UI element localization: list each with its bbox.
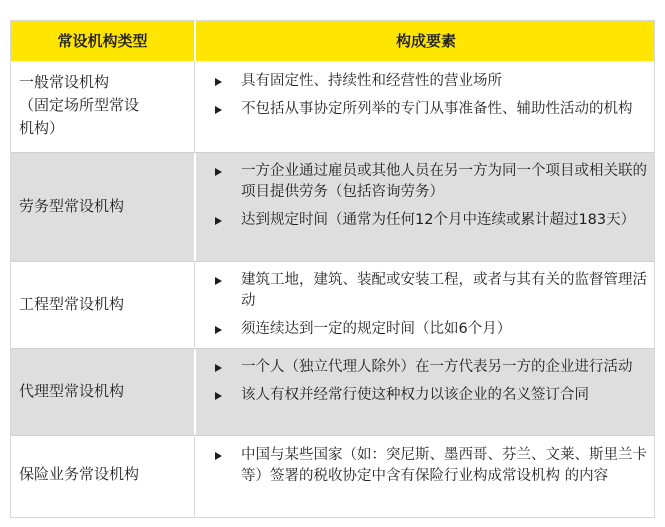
table-row (11, 261, 654, 348)
row-divider (11, 435, 654, 436)
triangle-bullet-icon (215, 452, 222, 460)
row-divider (11, 261, 654, 262)
list-item: 不包括从事协定所列举的专门从事准备性、辅助性活动的机构 (207, 99, 647, 120)
row-divider (11, 152, 654, 153)
header-elements: 构成要素 (194, 21, 656, 61)
triangle-bullet-icon (215, 277, 222, 285)
list-item: 须连续达到一定的规定时间（比如6个月） (207, 319, 647, 340)
list-item: 中国与某些国家（如：突尼斯、墨西哥、芬兰、文莱、斯里兰卡等）签署的税收协定中含有保险行业构成常设机构 的内容 (207, 445, 647, 487)
list-item: 该人有权并经常行使这种权力以该企业的名义签订合同 (207, 385, 647, 406)
table-row (11, 348, 654, 435)
row-type: 劳务型常设机构 (19, 197, 125, 215)
list-item: 一个人（独立代理人除外）在一方代表另一方的企业进行活动 (207, 357, 647, 378)
table-row (11, 152, 654, 261)
table-row (11, 61, 654, 152)
table-header (11, 21, 654, 61)
triangle-bullet-icon (215, 326, 222, 334)
row-type: 代理型常设机构 (19, 382, 125, 400)
row-type: 保险业务常设机构 (19, 465, 140, 483)
triangle-bullet-icon (215, 217, 222, 225)
row-divider (11, 348, 654, 349)
triangle-bullet-icon (215, 106, 222, 114)
row-elements (207, 445, 647, 487)
header-type: 常设机构类型 (57, 32, 148, 50)
permanent-establishment-table (10, 20, 655, 518)
row-type: 工程型常设机构 (19, 295, 125, 313)
row-elements (207, 161, 647, 231)
list-item: 达到规定时间（通常为任何12个月中连续或累计超过183天） (207, 210, 647, 231)
list-item: 建筑工地，建筑、装配或安装工程，或者与其有关的监督管理活动 (207, 270, 647, 312)
row-elements (207, 357, 647, 406)
list-item: 具有固定性、持续性和经营性的营业场所 (207, 71, 647, 92)
table-row (11, 435, 654, 517)
triangle-bullet-icon (215, 392, 222, 400)
list-item: 一方企业通过雇员或其他人员在另一方为同一个项目或相关联的项目提供劳务（包括咨询劳务） (207, 161, 647, 203)
triangle-bullet-icon (215, 364, 222, 372)
row-type: 一般常设机构 （固定场所型常设 机构） (19, 73, 140, 137)
row-elements (207, 270, 647, 340)
row-elements (207, 71, 647, 120)
triangle-bullet-icon (215, 168, 222, 176)
triangle-bullet-icon (215, 78, 222, 86)
